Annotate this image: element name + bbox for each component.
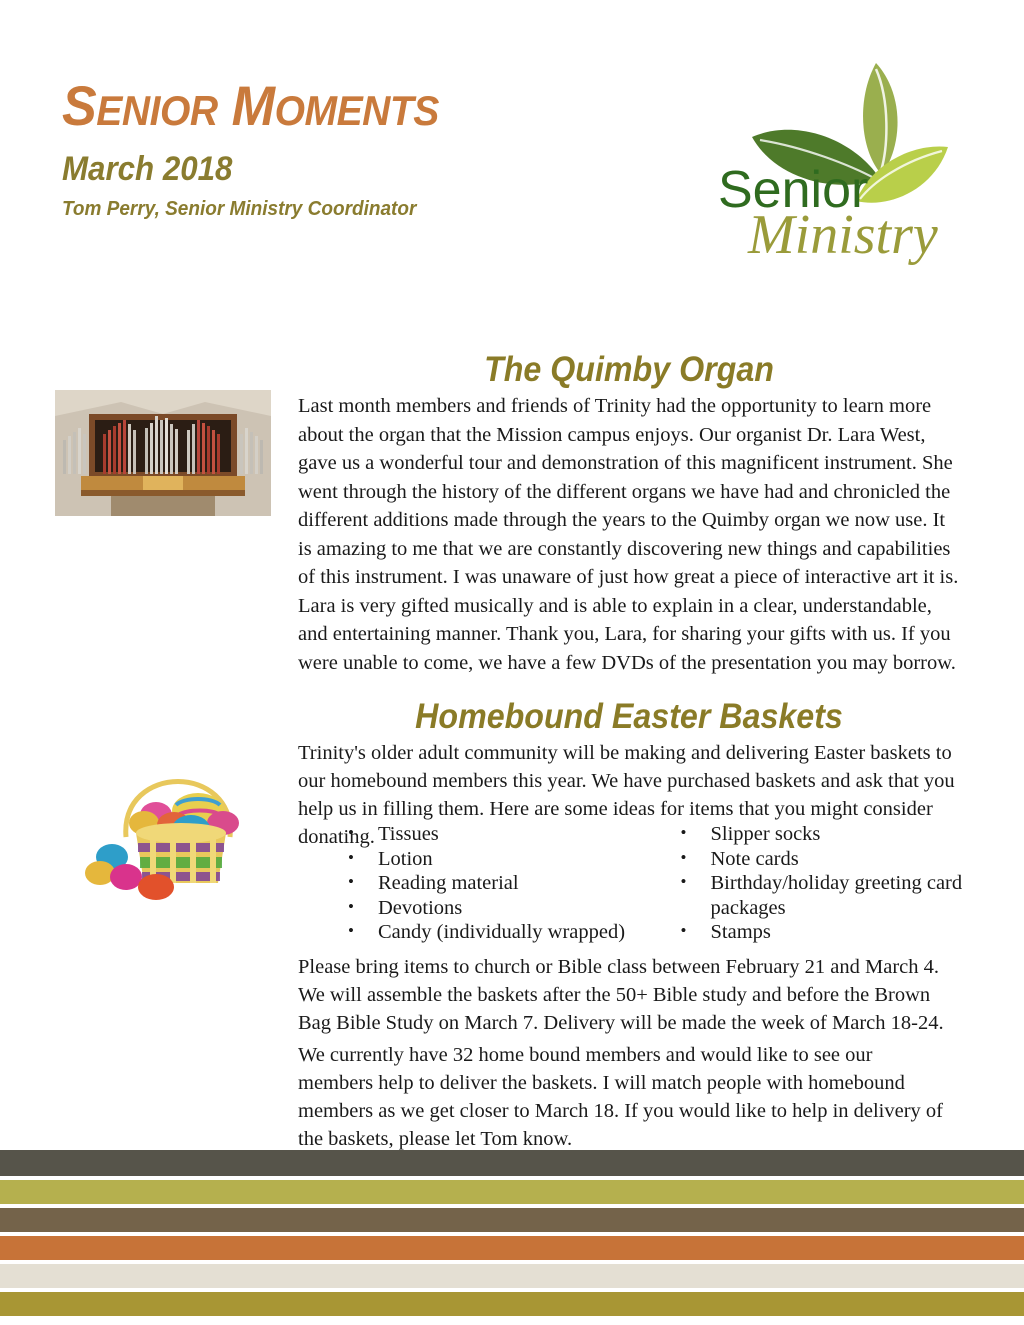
donation-items-column-left	[298, 822, 631, 945]
publication-title-enior: ENIOR	[96, 87, 218, 134]
organ-base	[111, 496, 215, 516]
senior-ministry-logo	[690, 55, 960, 270]
article-body-quimby-organ: Last month members and friends of Trinity had the opportunity to learn more about the organ that the Mission campus enjoys. Our organist Dr. Lara West, gave us a wonderful tour and demonstration of this magnificent instrument. She went through the history of the different organs we have had and chronicled the different additions made through the years to the Quimby organ we now use. It is amazing to me that we are constantly discovering new things and capabilities of this instrument. I was unaware of just how great a piece of interactive art it is. Lara is very gifted musically and is able to explain in a clear, understandable, and entertaining manner. Thank you, Lara, for sharing your gifts with us. If you were unable to come, we have a few DVDs of the presentation you may borrow.	[298, 395, 959, 674]
article-closing-paragraph-2: We currently have 32 home bound members and would like to see our members help to deliver the baskets. I will match people with homebound members as we get closer to March 18. If you would like to help in delivery of the baskets, please let Tom know.	[298, 1044, 944, 1150]
masthead	[0, 0, 1024, 300]
egg-orange-outside	[138, 874, 174, 900]
pipe-organ-illustration	[55, 390, 271, 516]
article-2-container	[298, 697, 960, 737]
list-item: • Reading material	[348, 871, 631, 896]
article-heading-quimby-organ: The Quimby Organ	[484, 350, 774, 389]
easter-basket-illustration	[78, 705, 283, 905]
issue-date: March 2018	[62, 150, 233, 188]
list-item: • Devotions	[348, 896, 631, 921]
footer-stripe-1	[0, 1150, 1024, 1176]
donation-list-right	[631, 822, 964, 945]
footer-stripe-2	[0, 1180, 1024, 1204]
list-item: • Birthday/holiday greeting card packages	[681, 871, 964, 920]
logo-word-senior: Senior	[718, 161, 869, 219]
footer-stripe-band	[0, 1150, 1024, 1316]
footer-stripe-5	[0, 1264, 1024, 1288]
article-1-container	[298, 350, 960, 390]
logo-word-ministry: Ministry	[748, 204, 938, 266]
list-item: • Note cards	[681, 847, 964, 872]
publication-title-s: S	[62, 74, 97, 137]
publication-title-oments: OMENTS	[274, 87, 439, 134]
donation-list-left	[298, 822, 631, 945]
byline: Tom Perry, Senior Ministry Coordinator	[62, 198, 417, 220]
organ-gallery-shadow	[81, 490, 245, 496]
list-item: • Lotion	[348, 847, 631, 872]
list-item: • Slipper socks	[681, 822, 964, 847]
logo-artwork	[690, 55, 960, 270]
publication-title-m: M	[231, 74, 275, 137]
egg-magenta-outside	[110, 864, 142, 890]
organ-gallery-highlight	[143, 476, 183, 492]
footer-stripe-6	[0, 1292, 1024, 1316]
donation-items-list	[298, 822, 963, 945]
list-item: • Tissues	[348, 822, 631, 847]
egg-gold-outside	[85, 861, 115, 885]
publication-title	[62, 74, 639, 137]
list-item: • Stamps	[681, 920, 964, 945]
masthead-text-block	[62, 74, 682, 221]
footer-stripe-3	[0, 1208, 1024, 1232]
article-heading-easter-baskets: Homebound Easter Baskets	[415, 697, 843, 736]
easter-basket-photo	[78, 705, 283, 905]
pipe-organ-photo	[55, 390, 271, 516]
donation-items-column-right	[631, 822, 964, 945]
list-item: • Candy (individually wrapped)	[348, 920, 631, 945]
article-intro-easter-baskets: Trinity's older adult community will be making and delivering Easter baskets to our homebound members this year. We have purchased baskets and ask that you help us in filling them. Here are some ideas for items that you might consider donating.	[298, 742, 955, 848]
footer-stripe-4	[0, 1236, 1024, 1260]
article-closing-paragraph-1: Please bring items to church or Bible class between February 21 and March 4. We will assemble the baskets after the 50+ Bible study and before the Brown Bag Bible Study on March 7. Delivery will be made the week of March 18-24.	[298, 956, 944, 1034]
